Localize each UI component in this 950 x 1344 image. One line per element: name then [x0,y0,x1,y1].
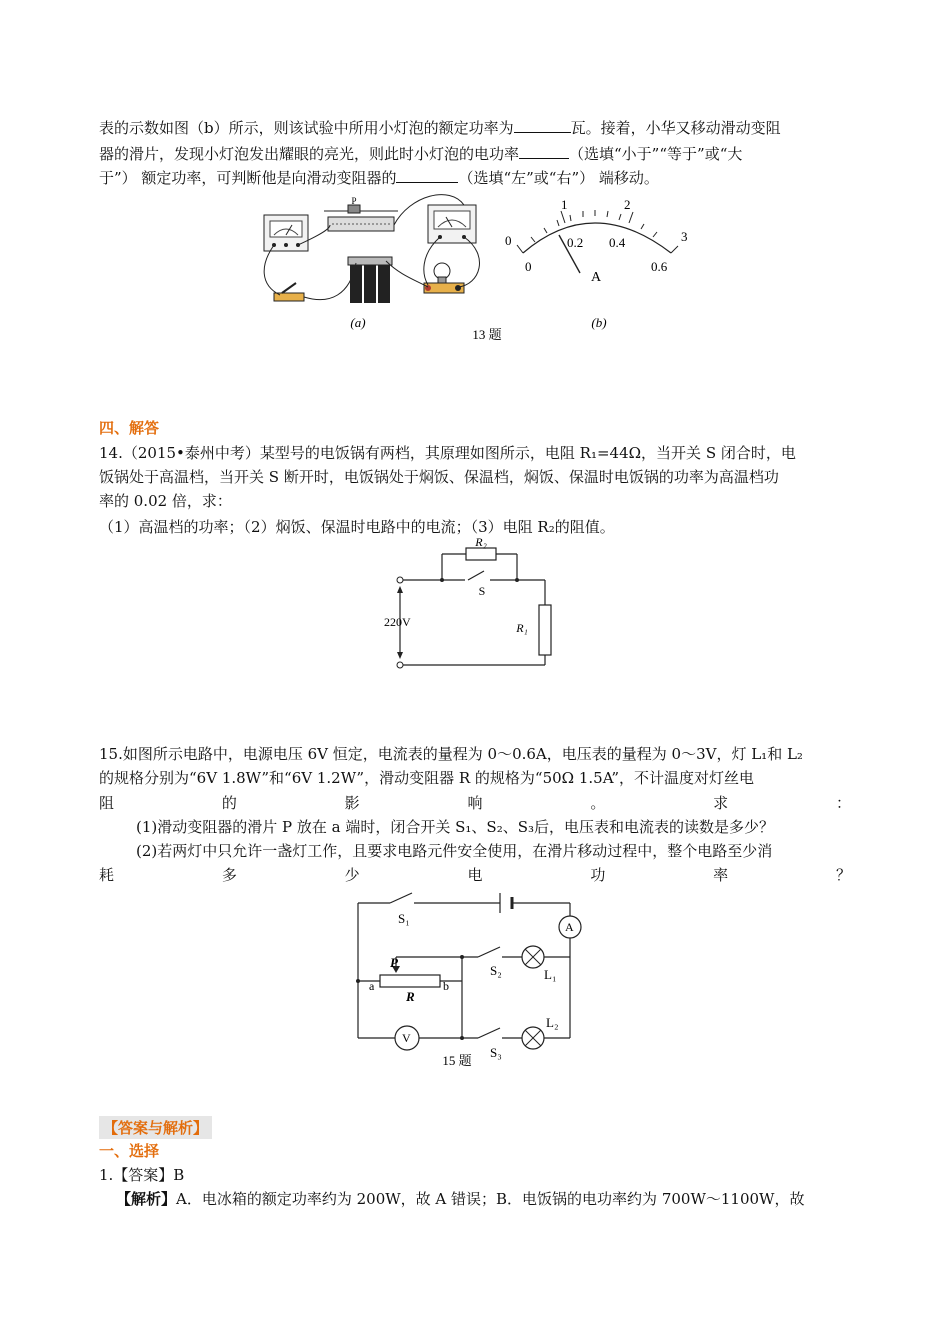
label-p: P [390,955,398,970]
switch-s1-blade [390,893,412,903]
ammeter-device [428,205,476,243]
bottom-tick-0: 0 [525,259,532,274]
bottom-tick-0-4: 0.4 [609,235,626,250]
q13-caption: 13 题 [472,327,502,342]
q15-line-5: (2)若两灯中只允许一盏灯工作，且要求电路元件安全使用，在滑片移动过程中，整个电路至少消 [136,842,773,860]
terminal-top [397,577,403,583]
q15-caption: 15 题 [442,1053,472,1068]
answers-header: 【答案与解析】 [99,1116,212,1139]
q15-line-4: (1)滑动变阻器的滑片 P 放在 a 端时，闭合开关 S₁、S₂、S₃后，电压表和电流表的读数是多少？ [136,818,774,836]
lamp-l1 [522,946,544,968]
label-s: S [478,584,486,598]
terminal-bottom [397,662,403,668]
q15-line-2: 的规格分别为“6V 1.8W”和“6V 1.2W”，滑动变阻器 R 的规格为“50Ω 1.5A”，不计温度对灯丝电 [99,769,755,787]
meter-ticks [517,210,678,253]
blank-rated-power[interactable] [514,118,571,133]
q15-line-6: 耗 多 少 电 功 率 ？ [99,866,851,884]
q13-figure-b [495,195,705,335]
voltmeter-device [264,215,308,251]
lamp-l2 [522,1027,544,1049]
answers-section-1: 一、选择 [99,1142,160,1160]
meter-arc [523,223,671,253]
label-b: b [443,979,449,993]
label-r1: R₁ [516,621,528,635]
meter-unit: A [591,270,602,285]
analysis-line [116,1188,804,1210]
lamp-device [424,263,464,293]
answer-1: 1.【答案】B [99,1166,185,1184]
blank-direction[interactable] [396,168,458,183]
top-tick-3: 3 [681,229,688,244]
analysis-text: A．电冰箱的额定功率约为 200W，故 A 错误；B．电饭锅的电功率约为 700W～1100W，故 [176,1190,805,1208]
label-voltmeter: V [402,1031,411,1045]
q14-line-2: 饭锅处于高温档，当开关 S 断开时，电饭锅处于焖饭、保温档，焖饭、保温时电饭锅的功率为高温档功 [99,468,779,486]
q14-line-3: 率的 0.02 倍，求： [99,492,232,510]
battery-pack [348,257,392,303]
label-r: R [406,989,415,1004]
slider-label: P [351,196,357,206]
q15-line-1: 15.如图所示电路中，电源电压 6V 恒定，电流表的量程为 0～0.6A，电压表的量程为 0～3V，灯 L₁和 L₂ [99,745,803,763]
q15-circuit [350,885,600,1070]
q14-line-1: 14.（2015•泰州中考）某型号的电饭锅有两档，其原理如图所示，电阻 R₁=44Ω，当开关 S 闭合时，电 [99,444,796,462]
q13-line-2: 器的滑片，发现小灯泡发出耀眼的亮光，则此时小灯泡的电功率 （选填“小于”“等于”或“大 [99,145,743,163]
bottom-tick-0-2: 0.2 [567,235,584,250]
label-l2: L₂ [546,1015,559,1030]
label-220v: 220V [384,615,411,629]
switch-s-blade [468,571,484,580]
resistor-r1 [539,605,551,655]
switch-device [274,283,304,301]
label-s3: S₃ [490,1045,502,1060]
q15-line-3: 阻 的 影 响 。 求 ： [99,794,851,812]
rheostat-device [324,196,398,231]
analysis-label: 【解析】 [116,1190,177,1208]
bottom-tick-0-6: 0.6 [651,259,668,274]
top-tick-2: 2 [624,197,631,212]
q14-line-4: （1）高温档的功率；（2）焖饭、保温时电路中的电流；（3）电阻 R₂的阻值。 [99,518,615,536]
blank-power-compare[interactable] [519,144,569,159]
resistor-r2 [466,548,496,560]
q13-line-3: 于”） 额定功率，可判断他是向滑动变阻器的 （选填“左”或“右”） 端移动。 [99,169,659,187]
section-4-title: 四、解答 [99,419,160,437]
fig-b-label: (b) [591,315,607,330]
fig-a-label: (a) [350,315,366,330]
label-s2: S₂ [490,963,502,978]
top-tick-1: 1 [561,197,568,212]
label-a: a [369,979,375,993]
q14-circuit [380,535,560,670]
rheostat-r [380,975,440,987]
label-r2: R₂ [475,535,487,549]
q13-figure-a [250,195,510,340]
switch-s2-blade [478,947,500,957]
label-ammeter: A [565,920,574,934]
q13-line-1: 表的示数如图（b）所示，则该试验中所用小灯泡的额定功率为 瓦。接着，小华又移动滑动变阻 [99,119,781,137]
label-l1: L₁ [544,967,557,982]
top-tick-0: 0 [505,233,512,248]
switch-s3-blade [478,1028,500,1038]
label-s1: S₁ [398,911,410,926]
